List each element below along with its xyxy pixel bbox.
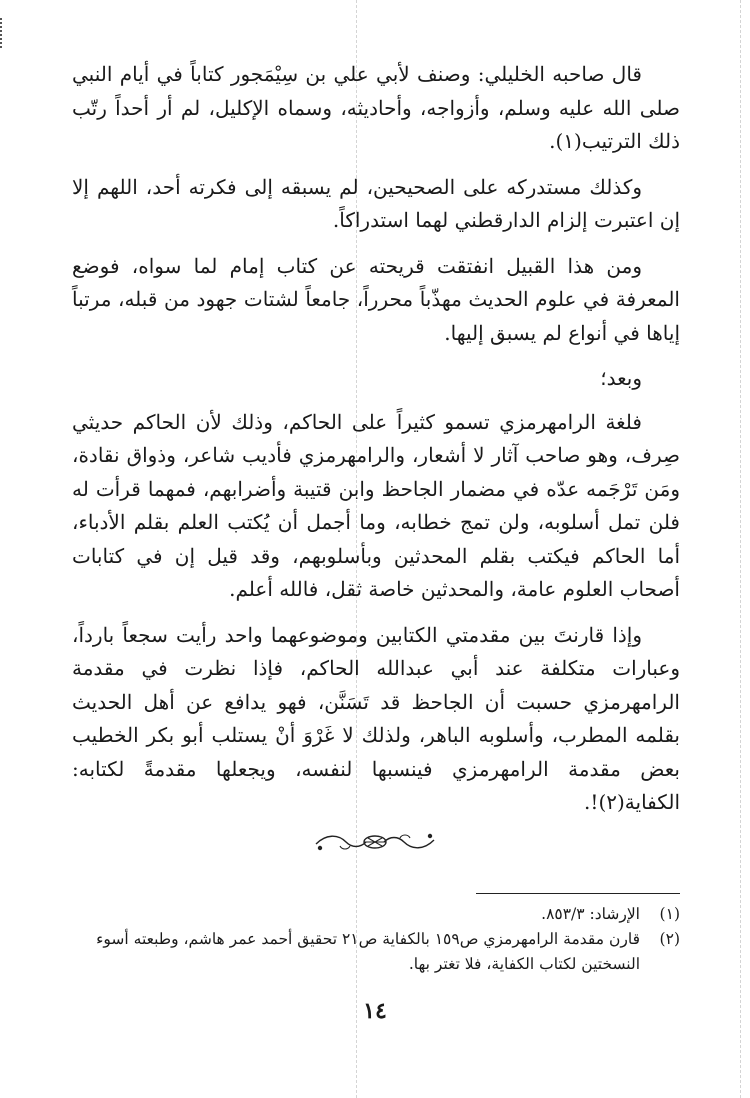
- footnote-item: [72, 902, 680, 927]
- paragraph: وكذلك مستدركه على الصحيحين، لم يسبقه إلى فكرته أحد، اللهم إلا إن اعتبرت إلزام الدارقطني لهما استدراكاً.: [72, 174, 680, 232]
- paragraph: وإذا قارنتَ بين مقدمتي الكتابين وموضوعهما واحد رأيت سجعاً بارداً، وعبارات متكلفة عند أبي عبدالله الحاكم، فإذا نظرت في مقدمة الرامهرمزي حسبت أن الجاحظ قد تَسَنَّن، فهو يدافع عن أهل الحديث بقلمه المطرب، وأسلوبه الباهر، ولذلك لا غَرْوَ أنْ يستلب أبو بكر الخطيب بعض مقدمة الرامهرمزي فينسبها لنفسه، ويجعلها مقدمةً لكتابه: الكفاية(٢)!.: [72, 622, 681, 814]
- main-text: [72, 58, 680, 832]
- footnote-text: الإرشاد: ٨٥٣/٣.: [541, 905, 640, 923]
- paragraph: فلغة الرامهرمزي تسمو كثيراً على الحاكم، وذلك لأن الحاكم حديثي صِرف، وهو صاحب آثار لا أشعار، والرامهرمزي فأديب شاعر، وذواق نقادة، ومَن تَرْجَمه عدّه في مضمار الجاحظ وابن قتيبة وأضرابهم، فمهما قرأت له فلن تمل أسلوبه، ولن تمج خطابه، وما أجمل أن يُكتب العلم بقلم الأدباء، أما الحاكم فيكتب بقلم المحدثين وبأسلوبهم، وقد قيل إن في كتابات أصحاب العلوم عامة، والمحدثين خاصة ثقل، فالله أعلم.: [72, 409, 680, 601]
- paragraph: وبعد؛: [600, 366, 642, 390]
- paragraph: ومن هذا القبيل انفتقت قريحته عن كتاب إمام لما سواه، فوضع المعرفة في علوم الحديث مهذّباً محرراً، جامعاً لشتات جهود من قبله، مرتباً إياها في أنواع لم يسبق إليها.: [72, 253, 680, 345]
- paragraph: قال صاحبه الخليلي: وصنف لأبي علي بن سِيْمَجور كتاباً في أيام النبي صلى الله عليه وسلم، وأزواجه، وأحاديثه، وسماه الإكليل، لم أر أحداً رتّب ذلك الترتيب(١).: [72, 62, 680, 153]
- floral-divider-icon: [312, 828, 438, 856]
- footnote-item: [72, 927, 680, 977]
- scan-edge-line: [740, 0, 741, 1098]
- footnote-number: (١): [659, 905, 680, 923]
- page-number: ١٤: [363, 998, 387, 1024]
- scan-edge-marks: [0, 18, 5, 48]
- footnote-separator: [476, 893, 680, 894]
- footnotes: [72, 902, 680, 977]
- footnote-number: (٢): [659, 930, 680, 948]
- footnote-text: قارن مقدمة الرامهرمزي ص١٥٩ بالكفاية ص٢١ تحقيق أحمد عمر هاشم، وطبعته أسوء النسختين لكتاب الكفاية، فلا تغتر بها.: [96, 930, 640, 973]
